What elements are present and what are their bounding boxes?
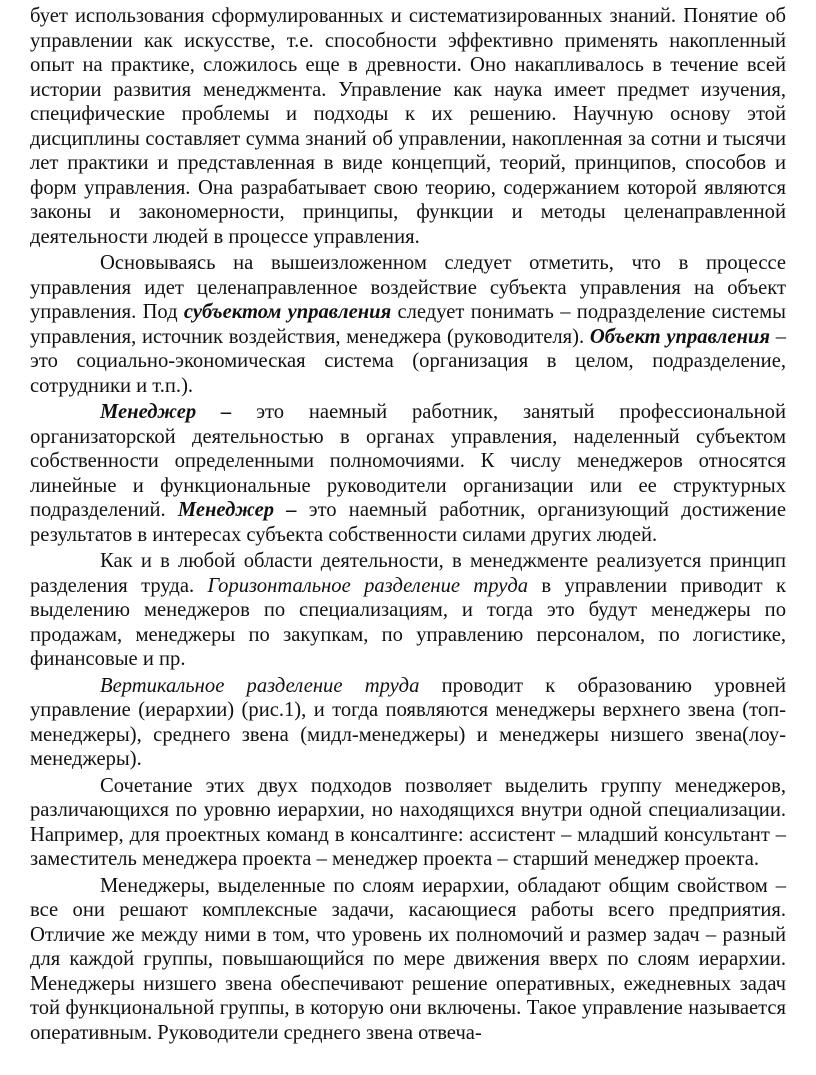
paragraph-1 <box>30 4 786 249</box>
paragraph-2 <box>30 251 786 398</box>
paragraph-3 <box>30 400 786 547</box>
text-run: проводит к образованию уровней управление (иерархии) (рис.1), и тогда появляются менеджеры верхнего звена (топ-менеджеры), среднего звена (мидл-менеджеры) и менеджеры низшего звена(лоу-менеджеры). <box>30 674 787 770</box>
text-run: – это социально-экономическая система (организация в целом, подразделение, сотрудники и т.п.). <box>30 325 786 397</box>
text-run: Основываясь на вышеизложенном следует отметить, что в процессе управления идет целенаправленное воздействие субъекта управления на объект управления. Под <box>30 252 786 323</box>
term-horizontal-division: Горизонтальное разделение труда <box>207 574 529 597</box>
term-subject: субъектом управления <box>183 301 392 323</box>
paragraph-6 <box>30 774 786 872</box>
text-run: Как и в любой области деятельности, в менеджменте реализуется принцип разделения труда. <box>30 550 786 597</box>
text-run: Сочетание этих двух подходов позволяет выделить группу менеджеров, различающихся по уровню иерархии, но находящихся внутри одной специализации. Например, для проектных команд в консалтинге: ассистент – младший консультант – заместитель менеджера проекта – менеджер проекта – старший менеджер проекта. <box>30 774 786 870</box>
text-run: следует понимать – подразделение системы управления, источник воздействия, менеджера (руководителя). <box>30 301 787 348</box>
text-run: в управлении приводит к выделению менеджеров по специализациям, и тогда это будут менеджеры по продажам, менеджеры по закупкам, по управлению персоналом, по логистике, финансовые и пр. <box>30 574 787 670</box>
term-manager: Менеджер – <box>100 401 232 423</box>
term-object: Объект управления <box>589 325 770 348</box>
paragraph-4 <box>30 549 786 672</box>
paragraph-7 <box>30 874 786 1046</box>
term-manager: Менеджер – <box>177 499 297 521</box>
term-vertical-division: Вертикальное разделение труда <box>100 674 420 697</box>
text-run: бует использования сформулированных и систематизированных знаний. Понятие об управлении как искусстве, т.е. способности эффективно применять накопленный опыт на практике, сложилось еще в древности. Оно накапливалось в течение всей истории развития менеджмента. Управление как наука имеет предмет изучения, специфические проблемы и подходы к их решению. Научную основу этой дисциплины составляет сумма знаний об управлении, накопленная за сотни и тысячи лет практики и представленная в виде концепций, теорий, принципов, способов и форм управления. Она разрабатывает свою теорию, содержанием которой являются законы и закономерности, принципы, функции и методы целенаправленной деятельности людей в процессе управления. <box>30 5 786 248</box>
paragraph-5 <box>30 674 786 772</box>
text-run: это наемный работник, занятый профессиональной организаторской деятельностью в органах управления, наделенный субъектом собственности определенными полномочиями. К числу менеджеров относятся линейные и функциональные руководители организации или ее структурных подразделений. <box>30 401 786 521</box>
text-run: это наемный работник, организующий достижение результатов в интересах субъекта собственности силами других людей. <box>30 499 786 546</box>
text-run: Менеджеры, выделенные по слоям иерархии, обладают общим свойством – все они решают комплексные задачи, касающиеся работы всего предприятия. Отличие же между ними в том, что уровень их полномочий и размер задач – разный для каждой группы, повышающийся по мере движения вверх по слоям иерархии. Менеджеры низшего звена обеспечивают решение оперативных, ежедневных задач той функциональной группы, в которую они включены. Такое управление называется оперативным. Руководители среднего звена отвеча- <box>30 874 786 1044</box>
